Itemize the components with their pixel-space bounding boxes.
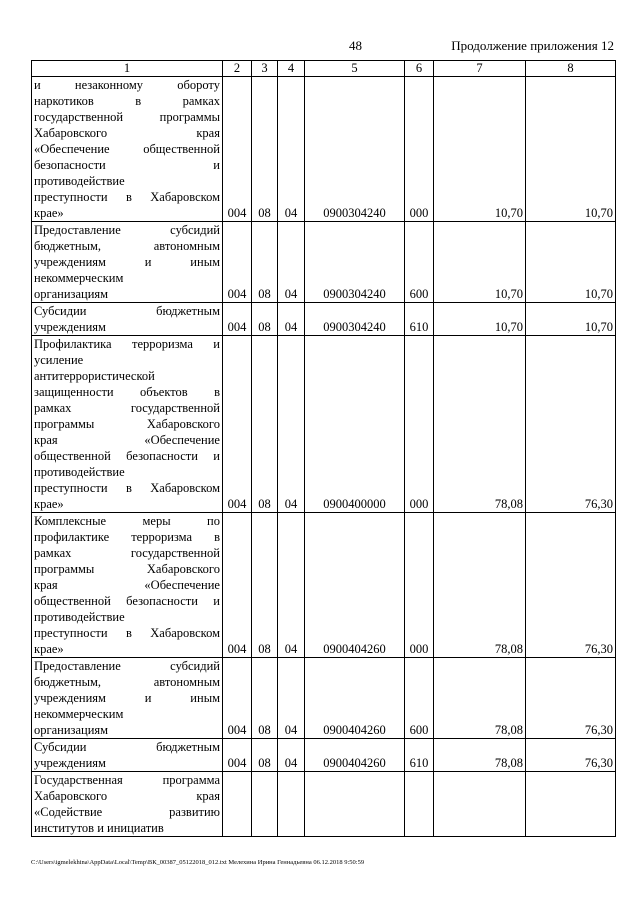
- expense-name-line: противодействие: [34, 465, 125, 479]
- table-row: [32, 772, 616, 837]
- executed-amount: 76,30: [526, 658, 616, 739]
- expense-name-line: рамках государственной: [34, 401, 220, 415]
- column-header: 7: [434, 61, 526, 77]
- column-header: 6: [405, 61, 434, 77]
- subsection-code: 04: [278, 513, 305, 658]
- expense-name-line: крае»: [34, 497, 64, 511]
- executed-amount: 10,70: [526, 303, 616, 336]
- expense-name-line: преступности в Хабаровском: [34, 481, 220, 495]
- column-header: 2: [223, 61, 252, 77]
- expense-name: [32, 222, 223, 303]
- table-row: [32, 77, 616, 222]
- expense-name-line: Субсидии бюджетным: [34, 304, 220, 318]
- section-code: 08: [252, 658, 278, 739]
- target-article-code: 0900304240: [305, 77, 405, 222]
- section-code: 08: [252, 222, 278, 303]
- ministry-code: 004: [223, 739, 252, 772]
- expense-name-line: бюджетным, автономным: [34, 239, 220, 253]
- expense-type-code: 610: [405, 739, 434, 772]
- table-row: [32, 513, 616, 658]
- target-article-code: 0900404260: [305, 658, 405, 739]
- expense-name-line: учреждениям и иным: [34, 255, 220, 269]
- expense-name-line: края «Обеспечение: [34, 578, 220, 592]
- subsection-code: 04: [278, 658, 305, 739]
- expense-name: [32, 513, 223, 658]
- expense-name-line: Предоставление субсидий: [34, 223, 220, 237]
- column-header: 3: [252, 61, 278, 77]
- ministry-code: 004: [223, 658, 252, 739]
- expense-name-line: организациям: [34, 287, 109, 301]
- executed-amount: 76,30: [526, 513, 616, 658]
- expense-type-code: 000: [405, 336, 434, 513]
- subsection-code: 04: [278, 336, 305, 513]
- expense-name-line: организациям: [34, 723, 109, 737]
- expense-name-line: преступности в Хабаровском: [34, 190, 220, 204]
- expense-name-line: институтов и инициатив: [34, 821, 164, 835]
- expense-name-line: общественной безопасности и: [34, 449, 220, 463]
- planned-amount: 78,08: [434, 513, 526, 658]
- section-code: 08: [252, 303, 278, 336]
- expense-type-code: 600: [405, 658, 434, 739]
- ministry-code: [223, 772, 252, 837]
- expense-name-line: Государственная программа: [34, 773, 220, 787]
- expense-type-code: 000: [405, 77, 434, 222]
- expense-name-line: антитеррористической: [34, 369, 155, 383]
- expense-name-line: усиление: [34, 353, 84, 367]
- expense-type-code: 610: [405, 303, 434, 336]
- ministry-code: 004: [223, 513, 252, 658]
- expense-name-line: защищенности объектов в: [34, 385, 220, 399]
- subsection-code: 04: [278, 77, 305, 222]
- section-code: 08: [252, 513, 278, 658]
- expense-name-line: учреждениям и иным: [34, 691, 220, 705]
- planned-amount: 78,08: [434, 739, 526, 772]
- expense-name-line: края «Обеспечение: [34, 433, 220, 447]
- column-number-row: [32, 61, 616, 77]
- table-row: [32, 739, 616, 772]
- budget-table: [31, 60, 616, 837]
- expense-name: [32, 772, 223, 837]
- table-row: [32, 336, 616, 513]
- expense-name-line: некоммерческим: [34, 707, 124, 721]
- expense-name-line: некоммерческим: [34, 271, 124, 285]
- planned-amount: 78,08: [434, 658, 526, 739]
- ministry-code: 004: [223, 336, 252, 513]
- expense-name-line: программы Хабаровского: [34, 562, 220, 576]
- ministry-code: 004: [223, 222, 252, 303]
- executed-amount: 10,70: [526, 77, 616, 222]
- expense-name-line: Хабаровского края: [34, 789, 220, 803]
- executed-amount: 76,30: [526, 739, 616, 772]
- subsection-code: 04: [278, 303, 305, 336]
- subsection-code: 04: [278, 222, 305, 303]
- planned-amount: 10,70: [434, 77, 526, 222]
- expense-name-line: программы Хабаровского: [34, 417, 220, 431]
- footer-file-path: C:\Users\igmelekhina\AppData\Local\Temp\ВК_00387_05122018_012.txt Мелехина Ирина Геннадьевна 06.12.2018 9:50:59: [31, 859, 365, 866]
- table-row: [32, 658, 616, 739]
- expense-name-line: наркотиков в рамках: [34, 94, 220, 108]
- expense-name-line: Комплексные меры по: [34, 514, 220, 528]
- expense-name-line: рамках государственной: [34, 546, 220, 560]
- expense-name-line: бюджетным, автономным: [34, 675, 220, 689]
- expense-name: [32, 303, 223, 336]
- expense-name-line: и незаконному обороту: [34, 78, 220, 92]
- table-row: [32, 222, 616, 303]
- target-article-code: 0900404260: [305, 513, 405, 658]
- ministry-code: 004: [223, 303, 252, 336]
- expense-name-line: Субсидии бюджетным: [34, 740, 220, 754]
- expense-name-line: Хабаровского края: [34, 126, 220, 140]
- expense-name: [32, 658, 223, 739]
- column-header: 8: [526, 61, 616, 77]
- expense-name-line: «Обеспечение общественной: [34, 142, 220, 156]
- page-number: 48: [349, 38, 362, 53]
- planned-amount: 10,70: [434, 303, 526, 336]
- expense-name: [32, 739, 223, 772]
- expense-name: [32, 77, 223, 222]
- expense-name-line: Профилактика терроризма и: [34, 337, 220, 351]
- planned-amount: 78,08: [434, 336, 526, 513]
- expense-name-line: противодействие: [34, 174, 125, 188]
- section-code: [252, 772, 278, 837]
- expense-name-line: общественной безопасности и: [34, 594, 220, 608]
- expense-name-line: Предоставление субсидий: [34, 659, 220, 673]
- expense-name-line: крае»: [34, 642, 64, 656]
- expense-name-line: профилактике терроризма в: [34, 530, 220, 544]
- expense-name-line: учреждениям: [34, 320, 106, 334]
- section-code: 08: [252, 336, 278, 513]
- appendix-continuation-label: Продолжение приложения 12: [451, 38, 614, 53]
- target-article-code: 0900404260: [305, 739, 405, 772]
- expense-type-code: 000: [405, 513, 434, 658]
- column-header: 1: [32, 61, 223, 77]
- executed-amount: 10,70: [526, 222, 616, 303]
- subsection-code: 04: [278, 739, 305, 772]
- expense-name-line: безопасности и: [34, 158, 220, 172]
- expense-name: [32, 336, 223, 513]
- expense-type-code: 600: [405, 222, 434, 303]
- table-row: [32, 303, 616, 336]
- executed-amount: 76,30: [526, 336, 616, 513]
- target-article-code: 0900304240: [305, 303, 405, 336]
- expense-name-line: государственной программы: [34, 110, 220, 124]
- section-code: 08: [252, 77, 278, 222]
- expense-name-line: противодействие: [34, 610, 125, 624]
- section-code: 08: [252, 739, 278, 772]
- expense-name-line: учреждениям: [34, 756, 106, 770]
- expense-name-line: крае»: [34, 206, 64, 220]
- column-header: 4: [278, 61, 305, 77]
- executed-amount: [526, 772, 616, 837]
- expense-name-line: преступности в Хабаровском: [34, 626, 220, 640]
- target-article-code: 0900304240: [305, 222, 405, 303]
- expense-type-code: [405, 772, 434, 837]
- column-header: 5: [305, 61, 405, 77]
- target-article-code: [305, 772, 405, 837]
- target-article-code: 0900400000: [305, 336, 405, 513]
- subsection-code: [278, 772, 305, 837]
- planned-amount: 10,70: [434, 222, 526, 303]
- ministry-code: 004: [223, 77, 252, 222]
- table-body: [32, 77, 616, 837]
- planned-amount: [434, 772, 526, 837]
- page-header: [0, 38, 640, 58]
- expense-name-line: «Содействие развитию: [34, 805, 220, 819]
